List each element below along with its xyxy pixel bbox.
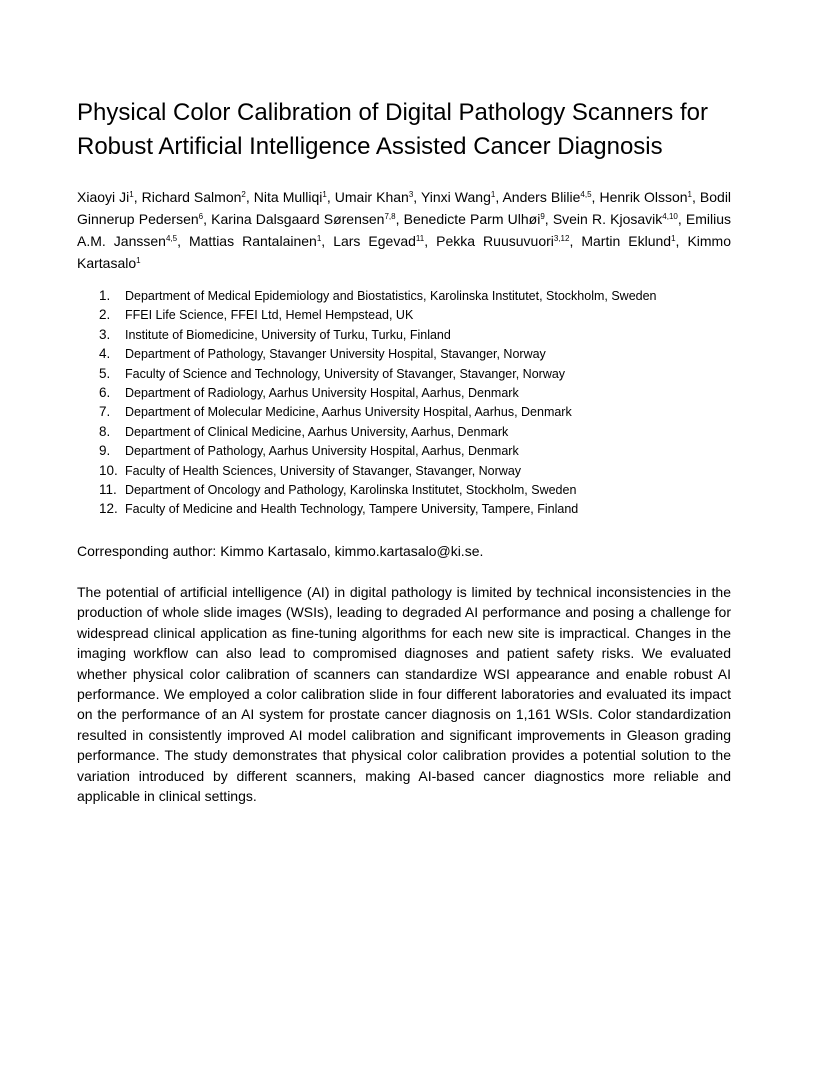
paper-title: Physical Color Calibration of Digital Pathology Scanners for Robust Artificial Intelligence Assisted Cancer Diagnosis [77, 99, 708, 160]
affiliation-text: Department of Clinical Medicine, Aarhus University, Aarhus, Denmark [125, 424, 509, 439]
author-name: Richard Salmon [141, 189, 242, 205]
author-name: Emilius A.M. Janssen [77, 211, 732, 249]
author-name: Anders Blilie [502, 189, 581, 205]
author-affiliation-marker: 1 [316, 234, 322, 243]
author-name: Mattias Rantalainen [188, 233, 317, 249]
affiliation-item [99, 482, 739, 501]
affiliation-number: 5. [99, 365, 111, 381]
author-name: Umair Khan [334, 189, 409, 205]
author-name: Bodil Ginnerup Pedersen [77, 189, 732, 227]
affiliation-number: 12. [99, 501, 118, 517]
affiliation-text: Department of Medical Epidemiology and Biostatistics, Karolinska Institutet, Stockholm, Sweden [125, 289, 657, 303]
author-name: Kimmo Kartasalo [77, 233, 731, 271]
author-name: Henrik Olsson [599, 189, 688, 205]
abstract: The potential of artificial intelligence (AI) in digital pathology is limited by technical inconsistencies in the production of whole slide images (WSIs), leading to degraded AI performance and posing a challenge for widespread clinical application as fine-tuning algorithms for each new site is impractical. Changes in the imaging workflow can also lead to compromised diagnoses and patient safety risks. We evaluated whether physical color calibration of scanners can standardize WSI appearance and enable robust AI performance. We employed a color calibration slide in four different laboratories and evaluated its impact on the performance of an AI system for prostate cancer diagnosis on 1,161 WSIs. Color standardization resulted in consistently improved AI model calibration and significant improvements in Gleason grading performance. The study demonstrates that physical color calibration provides a potential solution to the variation introduced by different scanners, making AI-based cancer diagnostics more reliable and applicable in clinical settings. [77, 584, 731, 805]
author-affiliation-marker: 9 [540, 212, 545, 221]
author-name: Karina Dalsgaard Sørensen [211, 211, 385, 227]
affiliation-number: 2. [99, 307, 111, 323]
author-affiliation-marker: 3 [408, 190, 414, 199]
affiliation-number: 10. [99, 462, 118, 478]
affiliation-text: Department of Oncology and Pathology, Karolinska Institutet, Stockholm, Sweden [125, 482, 577, 497]
affiliation-number: 11. [99, 481, 117, 497]
affiliation-number: 7. [99, 404, 111, 420]
affiliation-item [99, 307, 739, 326]
author-affiliation-marker: 1 [671, 234, 676, 243]
author-name: Pekka Ruusuvuori [436, 233, 554, 249]
author-name: Svein R. Kjosavik [552, 211, 663, 227]
affiliation-item [99, 443, 739, 462]
author-affiliation-marker: 1 [129, 190, 134, 199]
affiliation-item [99, 288, 739, 307]
affiliation-item [99, 404, 739, 423]
author-affiliation-marker: 1 [490, 190, 496, 199]
affiliation-number: 8. [99, 423, 111, 439]
author-affiliation-marker: 6 [198, 212, 204, 221]
author-affiliation-marker: 4,5 [580, 190, 592, 199]
affiliation-text: Department of Pathology, Stavanger University Hospital, Stavanger, Norway [125, 347, 546, 362]
affiliation-list [99, 288, 739, 521]
affiliation-item [99, 327, 739, 346]
author-list: Xiaoyi Ji$^1$, Richard Salmon$^2$, Nita Mulliqi$^1$, Umair Khan$^3$, Yinxi Wang$^1$, Anders Blilie$^{4,5}$, Henrik Olsson$^1$, Bodil Ginnerup Pedersen$^6$, Karina Dalsgaard Sørensen$^{7,8}$, Benedicte Parm Ulhøi$^9$, Svein R. Kjosavik$^{4,10}$, Emilius A.M. Janssen$^{4,5}$, Mattias Rantalainen$^1$, Lars Egevad$^{11}$, Pekka Ruusuvuori$^{3,12}$, Martin Eklund$^1$, Kimmo Kartasalo$^1$ [77, 189, 732, 271]
affiliation-text: Faculty of Health Sciences, University of Stavanger, Stavanger, Norway [125, 463, 522, 478]
affiliation-item [99, 424, 739, 443]
affiliation-number: 6. [99, 384, 111, 400]
author-name: Martin Eklund [581, 233, 672, 249]
affiliation-item [99, 463, 739, 482]
author-affiliation-marker: 4,5 [165, 234, 178, 243]
author-name: Nita Mulliqi [253, 189, 323, 205]
affiliation-number: 3. [99, 326, 111, 342]
affiliation-number: 4. [99, 346, 111, 362]
author-affiliation-marker: 1 [322, 190, 327, 199]
affiliation-text: Faculty of Medicine and Health Technology, Tampere University, Tampere, Finland [125, 502, 579, 517]
affiliation-item [99, 366, 739, 385]
affiliation-text: Department of Molecular Medicine, Aarhus University Hospital, Aarhus, Denmark [125, 405, 572, 420]
affiliation-item [99, 501, 739, 520]
corresponding-author: Corresponding author: Kimmo Kartasalo, kimmo.kartasalo@ki.se. [77, 543, 484, 559]
affiliation-item [99, 385, 739, 404]
affiliation-number: 9. [99, 443, 111, 459]
affiliation-text: Department of Pathology, Aarhus University Hospital, Aarhus, Denmark [125, 444, 519, 459]
author-affiliation-marker: 11 [415, 234, 425, 243]
author-affiliation-marker: 1 [687, 190, 692, 199]
affiliation-text: Institute of Biomedicine, University of Turku, Turku, Finland [125, 327, 451, 342]
author-affiliation-marker: 2 [241, 190, 246, 199]
author-name: Lars Egevad [333, 233, 416, 249]
author-name: Yinxi Wang [420, 189, 491, 205]
author-affiliation-marker: 4,10 [662, 212, 678, 221]
author-affiliation-marker: 1 [136, 256, 141, 265]
author-affiliation-marker: 7,8 [384, 212, 396, 221]
affiliation-text: Department of Radiology, Aarhus University Hospital, Aarhus, Denmark [125, 385, 519, 400]
affiliation-text: FFEI Life Science, FFEI Ltd, Hemel Hempstead, UK [125, 308, 414, 323]
author-name: Benedicte Parm Ulhøi [403, 211, 541, 227]
author-affiliation-marker: 3,12 [553, 234, 570, 243]
affiliation-number: 1. [99, 288, 111, 303]
author-name: Xiaoyi Ji [77, 189, 130, 205]
affiliation-text: Faculty of Science and Technology, University of Stavanger, Stavanger, Norway [125, 366, 566, 381]
affiliation-item [99, 346, 739, 365]
